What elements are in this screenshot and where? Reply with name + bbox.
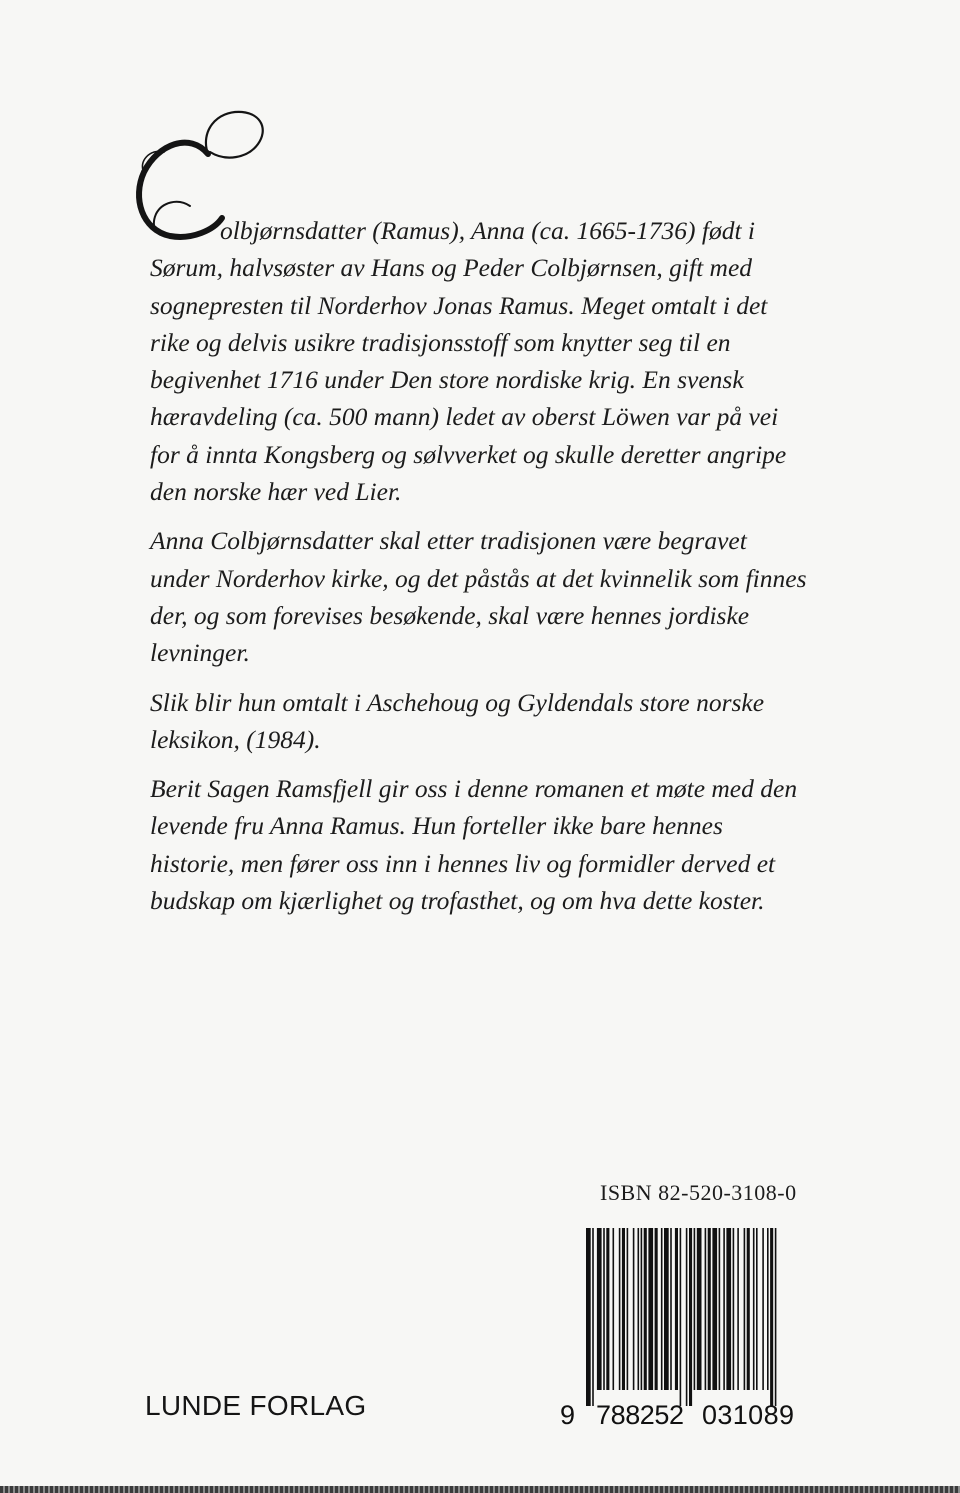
- barcode-bar: [737, 1228, 739, 1390]
- barcode-bar: [619, 1228, 621, 1390]
- ean-barcode: [560, 1228, 820, 1428]
- barcode-bar: [719, 1228, 721, 1390]
- barcode-bar: [694, 1228, 696, 1390]
- barcode-bar: [613, 1228, 615, 1390]
- barcode-lead-digit: 9: [560, 1400, 576, 1428]
- cover-bottom-edge: [0, 1486, 960, 1493]
- barcode-bar: [603, 1228, 605, 1390]
- barcode-bar: [762, 1228, 764, 1390]
- barcode-bar: [705, 1228, 707, 1390]
- blurb-text: [150, 212, 810, 931]
- barcode-bar: [767, 1228, 769, 1390]
- barcode-bar: [592, 1228, 594, 1406]
- barcode-bar: [633, 1228, 635, 1390]
- barcode-bar: [770, 1228, 773, 1406]
- barcode-bar: [756, 1228, 758, 1390]
- barcode-bar: [675, 1228, 678, 1390]
- barcode-bar: [661, 1228, 663, 1390]
- barcode-bar: [680, 1228, 682, 1406]
- barcode-bar: [586, 1228, 591, 1406]
- barcode-right-digits: 031089: [702, 1400, 794, 1428]
- barcode-bar: [697, 1228, 702, 1390]
- barcode-bar: [747, 1228, 750, 1390]
- barcode-bar: [648, 1228, 653, 1390]
- barcode-bar: [606, 1228, 609, 1390]
- barcode-bar: [641, 1228, 643, 1390]
- barcode-left-digits: 788252: [596, 1400, 684, 1428]
- isbn-label: ISBN 82-520-3108-0: [600, 1180, 797, 1205]
- barcode-bar: [753, 1228, 755, 1390]
- barcode-bar: [644, 1228, 647, 1390]
- barcode-bar: [689, 1228, 692, 1406]
- barcode-bar: [686, 1228, 688, 1406]
- barcode-bar: [597, 1228, 602, 1390]
- publisher-name: LUNDE FORLAG: [145, 1390, 367, 1421]
- barcode-bar: [655, 1228, 658, 1390]
- barcode-bar: [733, 1228, 735, 1390]
- barcode-bars: [586, 1228, 776, 1406]
- barcode-bar: [664, 1228, 669, 1390]
- barcode-bar: [708, 1228, 711, 1390]
- barcode-bar: [723, 1228, 725, 1390]
- blurb-paragraph-3: Slik blir hun omtalt i Aschehoug og Gyldendals store norske leksikon, (1984).: [150, 687, 765, 754]
- barcode-bar: [726, 1228, 731, 1390]
- blurb-paragraph-1: olbjørnsdatter (Ramus), Anna (ca. 1665-1736) født i Sørum, halvsøster av Hans og Peder Colbjørnsen, gift med sognepresten til Norderhov Jonas Ramus. Meget omtalt i det rike og delvis usikre tradisjonsstoff som knytter seg til en begivenhet 1716 under Den store nordiske krig. En svensk hæravdeling (ca. 500 mann) ledet av oberst Löwen var på vei for å innta Kongsberg og sølvverket og skulle deretter angripe den norske hær ved Lier.: [150, 216, 787, 507]
- barcode-bar: [622, 1228, 625, 1390]
- barcode-bar: [712, 1228, 717, 1390]
- blurb-paragraph-2: Anna Colbjørnsdatter skal etter tradisjonen være begravet under Norderhov kirke, og det påstås at det kvinnelik som finnes der, og som forevises besøkende, skal være hennes jordiske levninger.: [150, 526, 807, 668]
- barcode-bar: [627, 1228, 629, 1390]
- barcode-bar: [670, 1228, 672, 1390]
- barcode-bar: [775, 1228, 777, 1406]
- barcode-bar: [744, 1228, 746, 1390]
- blurb-paragraph-4: Berit Sagen Ramsfjell gir oss i denne romanen et møte med den levende fru Anna Ramus. Hun forteller ikke bare hennes historie, men fører oss inn i hennes liv og formidler derved et budskap om kjærlighet og trofasthet, og om hva dette koster.: [150, 774, 798, 916]
- barcode-bar: [638, 1228, 640, 1390]
